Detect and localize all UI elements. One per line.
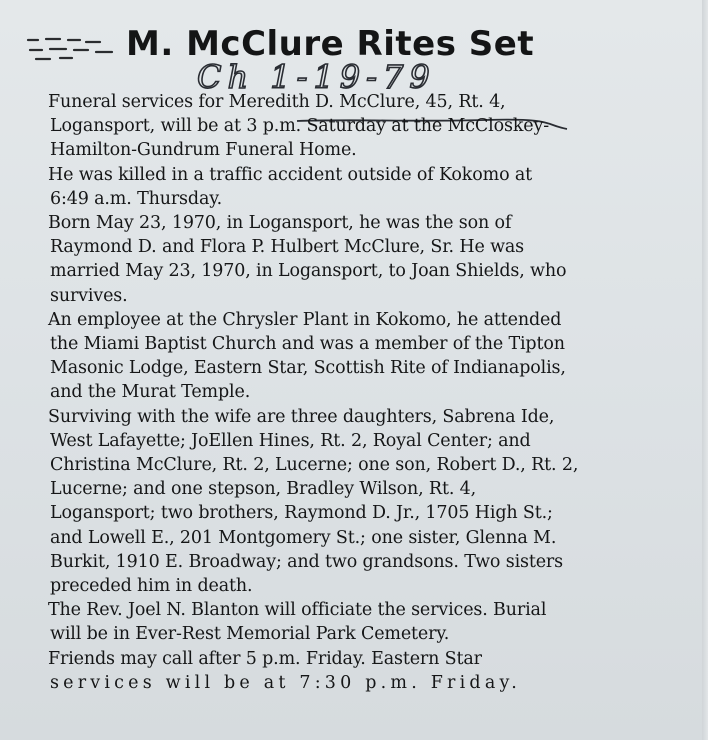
article-line: and the Murat Temple.: [50, 382, 251, 403]
article-line: Logansport; two brothers, Raymond D. Jr., 1705 High St.;: [50, 503, 553, 524]
article-line: An employee at the Chrysler Plant in Kokomo, he attended: [48, 309, 562, 330]
article-line: Lucerne; and one stepson, Bradley Wilson, Rt. 4,: [50, 479, 477, 500]
headline-dash-marks: [26, 34, 126, 64]
article-line: survives.: [50, 285, 128, 306]
article-line: services will be at 7:30 p.m. Friday.: [50, 672, 521, 693]
article-line: Friends may call after 5 p.m. Friday. Eastern Star: [48, 648, 482, 669]
article-line: The Rev. Joel N. Blanton will officiate the services. Burial: [48, 600, 547, 621]
article-line: Raymond D. and Flora P. Hulbert McClure, Sr. He was: [50, 237, 525, 258]
article-paragraph-3: [28, 211, 678, 308]
article-line: the Miami Baptist Church and was a member of the Tipton: [50, 334, 565, 355]
article-paragraph-1: [28, 90, 678, 163]
article-line: West Lafayette; JoEllen Hines, Rt. 2, Royal Center; and: [50, 430, 531, 451]
article-line: Masonic Lodge, Eastern Star, Scottish Rite of Indianapolis,: [50, 358, 566, 379]
article-line: preceded him in death.: [50, 576, 253, 597]
article-paragraph-5: [28, 405, 678, 599]
article-line: He was killed in a traffic accident outside of Kokomo at: [48, 164, 533, 185]
clipping-edge: [702, 0, 708, 740]
article-line: Born May 23, 1970, in Logansport, he was the son of: [48, 213, 512, 234]
article-line: Surviving with the wife are three daughters, Sabrena Ide,: [48, 406, 555, 427]
handwritten-date-text: Ch 1-19-79: [197, 58, 436, 96]
article-line: 6:49 a.m. Thursday.: [50, 188, 223, 209]
article-line: and Lowell E., 201 Montgomery St.; one sister, Glenna M.: [50, 527, 557, 548]
article-line: Funeral services for Meredith D. McClure, 45, Rt. 4,: [48, 92, 506, 112]
article-paragraph-4: [28, 308, 678, 405]
headline-title: M. McClure Rites Set: [126, 24, 535, 64]
article-paragraph-7: [28, 647, 678, 695]
article-line: Hamilton-Gundrum Funeral Home.: [50, 140, 357, 161]
article-line: Christina McClure, Rt. 2, Lucerne; one son, Robert D., Rt. 2,: [50, 455, 579, 476]
article-line: will be in Ever-Rest Memorial Park Cemetery.: [50, 624, 450, 645]
article-paragraph-2: [28, 163, 678, 211]
obituary-article: [28, 90, 678, 695]
article-line: Burkit, 1910 E. Broadway; and two grandsons. Two sisters: [50, 551, 563, 572]
article-line: married May 23, 1970, in Logansport, to Joan Shields, who: [50, 261, 567, 282]
article-paragraph-6: [28, 598, 678, 646]
article-line: Logansport, will be at 3 p.m. Saturday at the McCloskey-: [50, 116, 549, 137]
